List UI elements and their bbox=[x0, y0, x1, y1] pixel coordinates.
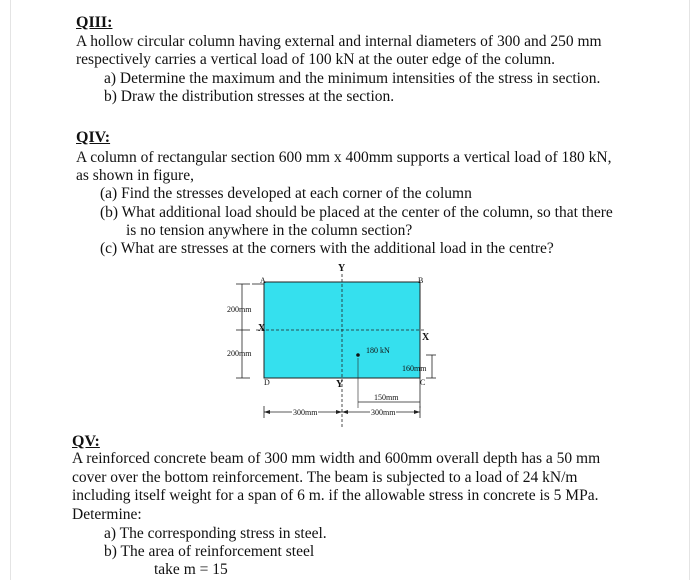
q4-item-c: (c) What are stresses at the corners with the additional load in the centre? bbox=[100, 240, 554, 257]
load-label: 180 kN bbox=[366, 346, 390, 355]
page-border-right bbox=[689, 0, 690, 580]
q4-heading: QIV: bbox=[76, 129, 111, 146]
q5-intro-line2: cover over the bottom reinforcement. The beam is subjected to a load of 24 kN/m bbox=[72, 469, 578, 486]
column-section-diagram bbox=[222, 262, 438, 432]
label-y-top: Y bbox=[338, 263, 346, 274]
corner-d: D bbox=[264, 378, 270, 387]
q4-item-b-line2: is no tension anywhere in the column section? bbox=[126, 222, 413, 239]
dim-bottom-right: 300mm bbox=[371, 408, 396, 417]
corner-a: A bbox=[260, 276, 266, 285]
q5-note: take m = 15 bbox=[154, 561, 228, 578]
q3-item-b: b) Draw the distribution stresses at the section. bbox=[104, 88, 395, 105]
label-x-right: X bbox=[422, 332, 430, 343]
dim-left-top: 200mm bbox=[227, 305, 252, 314]
column-section-figure bbox=[222, 262, 438, 432]
q3-intro-line1: A hollow circular column having external and internal diameters of 300 and 250 mm bbox=[76, 33, 602, 50]
dim-offset: 150mm bbox=[374, 393, 399, 402]
dim-left-bottom: 200mm bbox=[227, 349, 252, 358]
dim-bottom-left: 300mm bbox=[293, 408, 318, 417]
q4-intro-line2: as shown in figure, bbox=[76, 167, 194, 184]
corner-c: C bbox=[420, 378, 426, 387]
q3-item-a: a) Determine the maximum and the minimum intensities of the stress in section. bbox=[104, 70, 601, 87]
q5-intro-line3: including itself weight for a span of 6 m. if the allowable stress in concrete is 5 MPa. bbox=[72, 487, 599, 504]
q5-item-b: b) The area of reinforcement steel bbox=[104, 543, 315, 560]
label-y-bottom: Y bbox=[336, 379, 344, 390]
q4-item-b-line1: (b) What additional load should be placed at the center of the column, so that there bbox=[100, 204, 613, 221]
q5-intro-line1: A reinforced concrete beam of 300 mm width and 600mm overall depth has a 50 mm bbox=[72, 450, 601, 467]
q5-intro-line4: Determine: bbox=[72, 506, 142, 523]
label-x-left: X bbox=[258, 323, 266, 334]
q5-item-a: a) The corresponding stress in steel. bbox=[104, 525, 327, 542]
q4-intro-line1: A column of rectangular section 600 mm x 400mm supports a vertical load of 180 kN, bbox=[76, 149, 612, 166]
q5-heading: QV: bbox=[72, 433, 100, 450]
corner-b: B bbox=[418, 276, 424, 285]
q3-heading: QIII: bbox=[76, 14, 113, 31]
page-border-left bbox=[10, 0, 11, 580]
load-point bbox=[356, 353, 360, 357]
dim-right: 160mm bbox=[402, 364, 427, 373]
q3-intro-line2: respectively carries a vertical load of 100 kN at the outer edge of the column. bbox=[76, 51, 556, 68]
q4-item-a: (a) Find the stresses developed at each corner of the column bbox=[100, 185, 472, 202]
